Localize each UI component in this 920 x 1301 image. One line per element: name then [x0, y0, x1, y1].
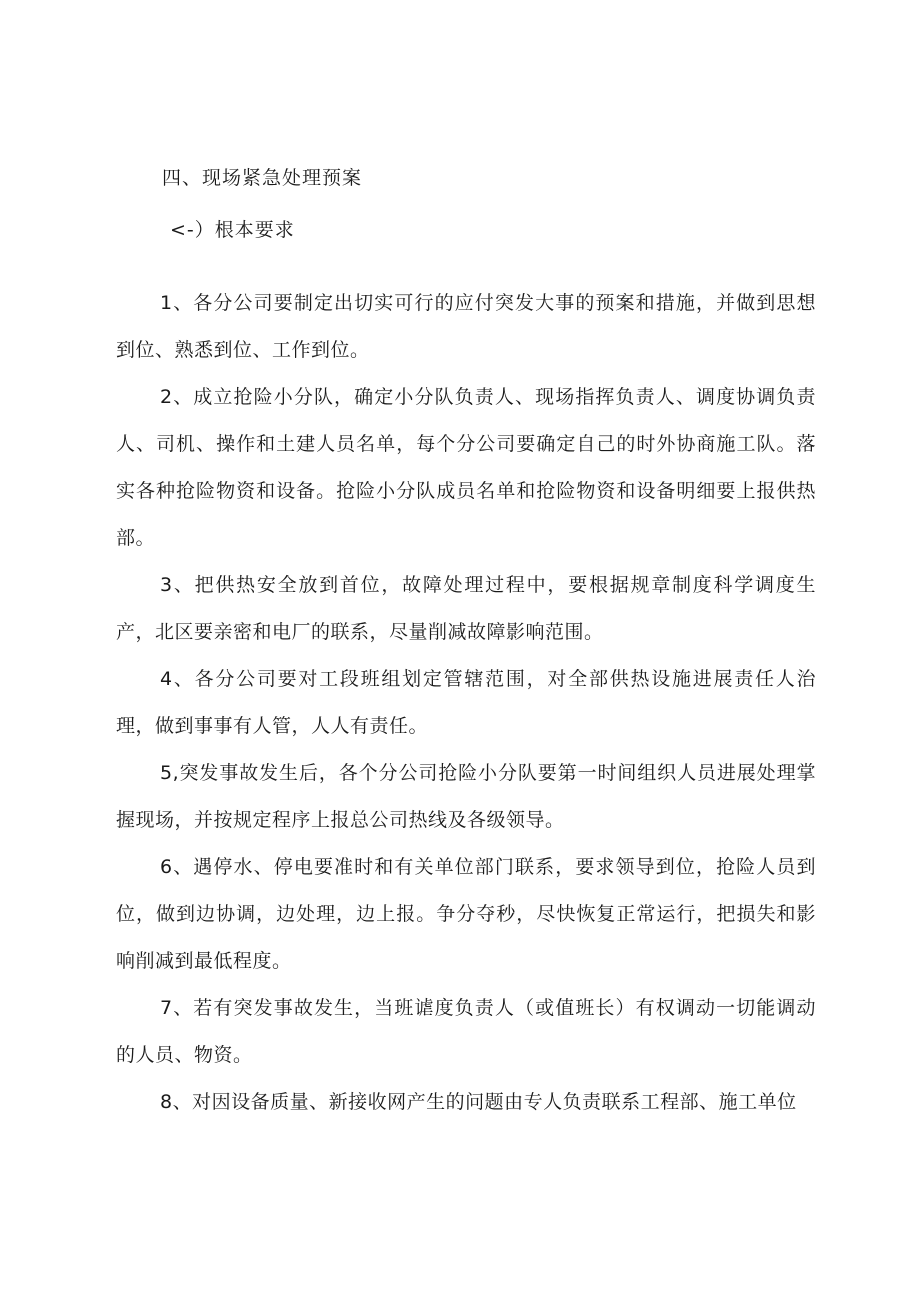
paragraph-4	[116, 656, 816, 750]
paragraph-3-text: 3、把供热安全放到首位，故障处理过程中，要根据规章制度科学调度生产，北区要亲密和电厂的联系，尽量削减故障影响范围。	[116, 574, 816, 643]
paragraph-6	[116, 844, 816, 985]
paragraph-3	[116, 562, 816, 656]
paragraph-1-text: 1、各分公司要制定出切实可行的应付突发大事的预案和措施，并做到思想到位、熟悉到位、工作到位。	[116, 292, 816, 361]
paragraph-8-text: 8、对因设备质量、新接收网产生的问题由专人负责联系工程部、施工单位	[160, 1091, 797, 1113]
paragraph-1	[116, 280, 816, 374]
section-title: 四、现场紧急处理预案	[162, 167, 363, 189]
paragraph-7-text: 7、若有突发事故发生，当班谑度负责人（或值班长）有权调动一切能调动的人员、物资。	[116, 997, 816, 1066]
subsection-title: <-）根本要求	[170, 219, 295, 241]
paragraph-8	[116, 1079, 816, 1126]
paragraph-4-text: 4、各分公司要对工段班组划定管辖范围，对全部供热设施进展责任人治理，做到事事有人管，人人有责任。	[116, 668, 816, 737]
paragraph-5	[116, 750, 816, 844]
paragraph-2	[116, 374, 816, 562]
paragraph-7	[116, 985, 816, 1079]
paragraph-2-text: 2、成立抢险小分队，确定小分队负责人、现场指挥负责人、调度协调负责人、司机、操作和土建人员名单，每个分公司要确定自己的时外协商施工队。落实各种抢险物资和设备。抢险小分队成员名单和抢险物资和设备明细要上报供热部。	[116, 386, 816, 549]
body-text	[116, 280, 816, 1126]
paragraph-6-text: 6、遇停水、停电要准时和有关单位部门联系，要求领导到位，抢险人员到位，做到边协调，边处理，边上报。争分夺秒，尽快恢复正常运行，把损失和影响削减到最低程度。	[116, 856, 816, 972]
paragraph-5-text: 5,突发事故发生后，各个分公司抢险小分队要第一时间组织人员进展处理掌握现场，并按规定程序上报总公司热线及各级领导。	[116, 762, 816, 831]
